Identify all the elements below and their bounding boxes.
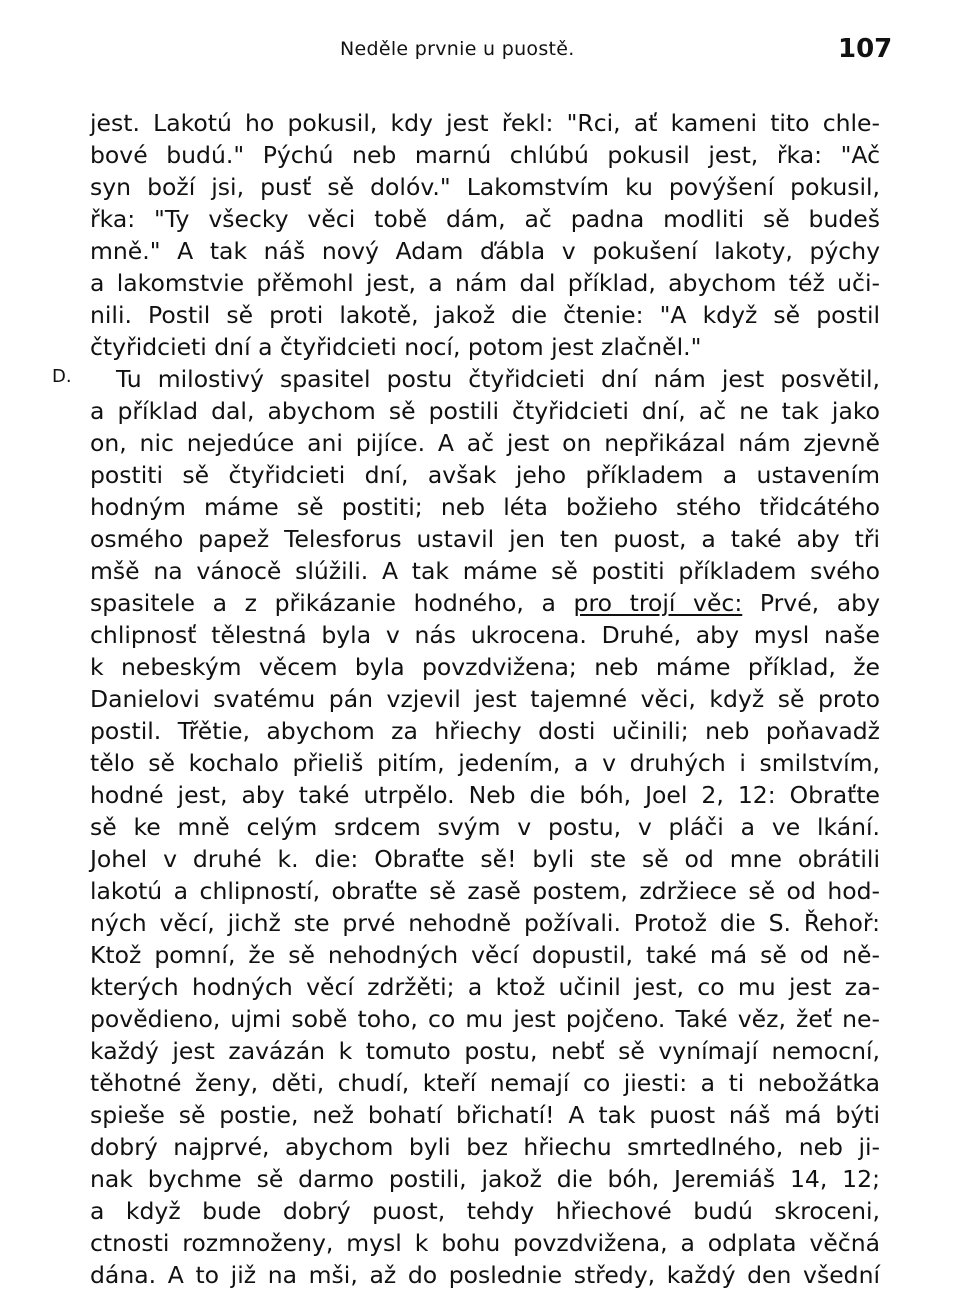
text-line: kterých hodných věcí zdržěti; a ktož učinil jest, co mu jest za- <box>90 973 880 1001</box>
text-line: hodné jest, aby také utrpělo. Neb die bóh, Joel 2, 12: Obraťte <box>90 781 880 809</box>
text-segment: spasitele a z přikázanie hodného, a <box>90 589 574 617</box>
text-line: spieše sě postie, než bohatí břichatí! A tak puost náš má býti <box>90 1101 880 1129</box>
text-line: postiti sě čtyřidcieti dní, avšak jeho příkladem a ustavením <box>90 461 880 489</box>
text-line: on, nic nejedúce ani pijíce. A ač jest on nepřikázal nám zjevně <box>90 429 880 457</box>
text-line: tělo sě kochalo přieliš pitím, jedením, a v druhých i smilstvím, <box>90 749 880 777</box>
text-line: každý jest zavázán k tomuto postu, nebť sě vynímají nemocní, <box>90 1037 880 1065</box>
text-line: povědieno, ujmi sobě toho, co mu jest pojčeno. Také věz, žeť ne- <box>90 1005 880 1033</box>
text-line: a příklad dal, abychom sě postili čtyřidcieti dní, ač ne tak jako <box>90 397 880 425</box>
text-line: dobrý najprvé, abychom byli bez hřiechu smrtedlného, neb ji- <box>90 1133 880 1161</box>
text-line: řka: "Ty všecky věci tobě dám, ač padna modliti sě budeš <box>90 205 880 233</box>
page-number: 107 <box>838 34 893 64</box>
text-line: Ktož pomní, že sě nehodných věcí dopustil, také má sě od ně- <box>90 941 880 969</box>
text-line: chlipnosť tělestná byla v nás ukrocena. Druhé, aby mysl naše <box>90 621 880 649</box>
text-line: dána. A to již na mši, až do poslednie středy, každý den všední <box>90 1261 880 1289</box>
text-line: Danielovi svatému pán vzjevil jest tajemné věci, když sě proto <box>90 685 880 713</box>
text-line: osmého papež Telesforus ustavil jen ten puost, a také aby tři <box>90 525 880 553</box>
margin-section-mark: D. <box>52 366 72 387</box>
text-line: nili. Postil sě proti lakotě, jakož die čtenie: "A když sě postil <box>90 301 880 329</box>
text-line: těhotné ženy, děti, chudí, kteří nemají co jiesti: a ti nebožátka <box>90 1069 880 1097</box>
text-line: bové budú." Pýchú neb marnú chlúbú pokusil jest, řka: "Ač <box>90 141 880 169</box>
text-line: sě ke mně celým srdcem svým v postu, v pláči a ve lkání. <box>90 813 880 841</box>
text-line: Johel v druhé k. die: Obraťte sě! byli ste sě od mne obrátili <box>90 845 880 873</box>
paragraph-start-line: Tu milostivý spasitel postu čtyřidcieti dní nám jest posvětil, <box>116 365 880 393</box>
running-title: Neděle prvnie u puostě. <box>340 38 575 60</box>
text-segment: Prvé, aby <box>742 589 880 617</box>
text-line: mšě na vánocě slúžili. A tak máme sě postiti příkladem svého <box>90 557 880 585</box>
text-line: jest. Lakotú ho pokusil, kdy jest řekl: "Rci, ať kameni tito chle- <box>90 109 880 137</box>
underlined-phrase: pro trojí věc: <box>573 589 743 617</box>
paragraph-end-line: čtyřidcieti dní a čtyřidcieti nocí, potom jest zlačněl." <box>90 333 702 361</box>
text-line: postil. Třětie, abychom za hřiechy dosti učinili; neb poňavadž <box>90 717 880 745</box>
text-line: a když bude dobrý puost, tehdy hřiechové budú skroceni, <box>90 1197 880 1225</box>
text-line-with-underline <box>90 587 880 619</box>
text-line: k nebeským věcem byla povzdvižena; neb máme příklad, že <box>90 653 880 681</box>
text-line: ných věcí, jichž ste prvé nehodně požívali. Protož die S. Řehoř: <box>90 909 880 937</box>
text-line: syn boží jsi, pusť sě dolóv." Lakomstvím ku povýšení pokusil, <box>90 173 880 201</box>
text-line: a lakomstvie přěmohl jest, a nám dal příklad, abychom též uči- <box>90 269 880 297</box>
text-line: lakotú a chlipností, obraťte sě zasě postem, zdržiece sě od hod- <box>90 877 880 905</box>
text-line: ctnosti rozmnoženy, mysl k bohu povzdvižena, a odplata věčná <box>90 1229 880 1257</box>
text-line: mně." A tak náš nový Adam ďábla v pokušení lakoty, pýchy <box>90 237 880 265</box>
text-line: nak bychme sě darmo postili, jakož die bóh, Jeremiáš 14, 12; <box>90 1165 880 1193</box>
body-text <box>90 107 880 1291</box>
text-line: hodným máme sě postiti; neb léta božieho stého třidcátého <box>90 493 880 521</box>
